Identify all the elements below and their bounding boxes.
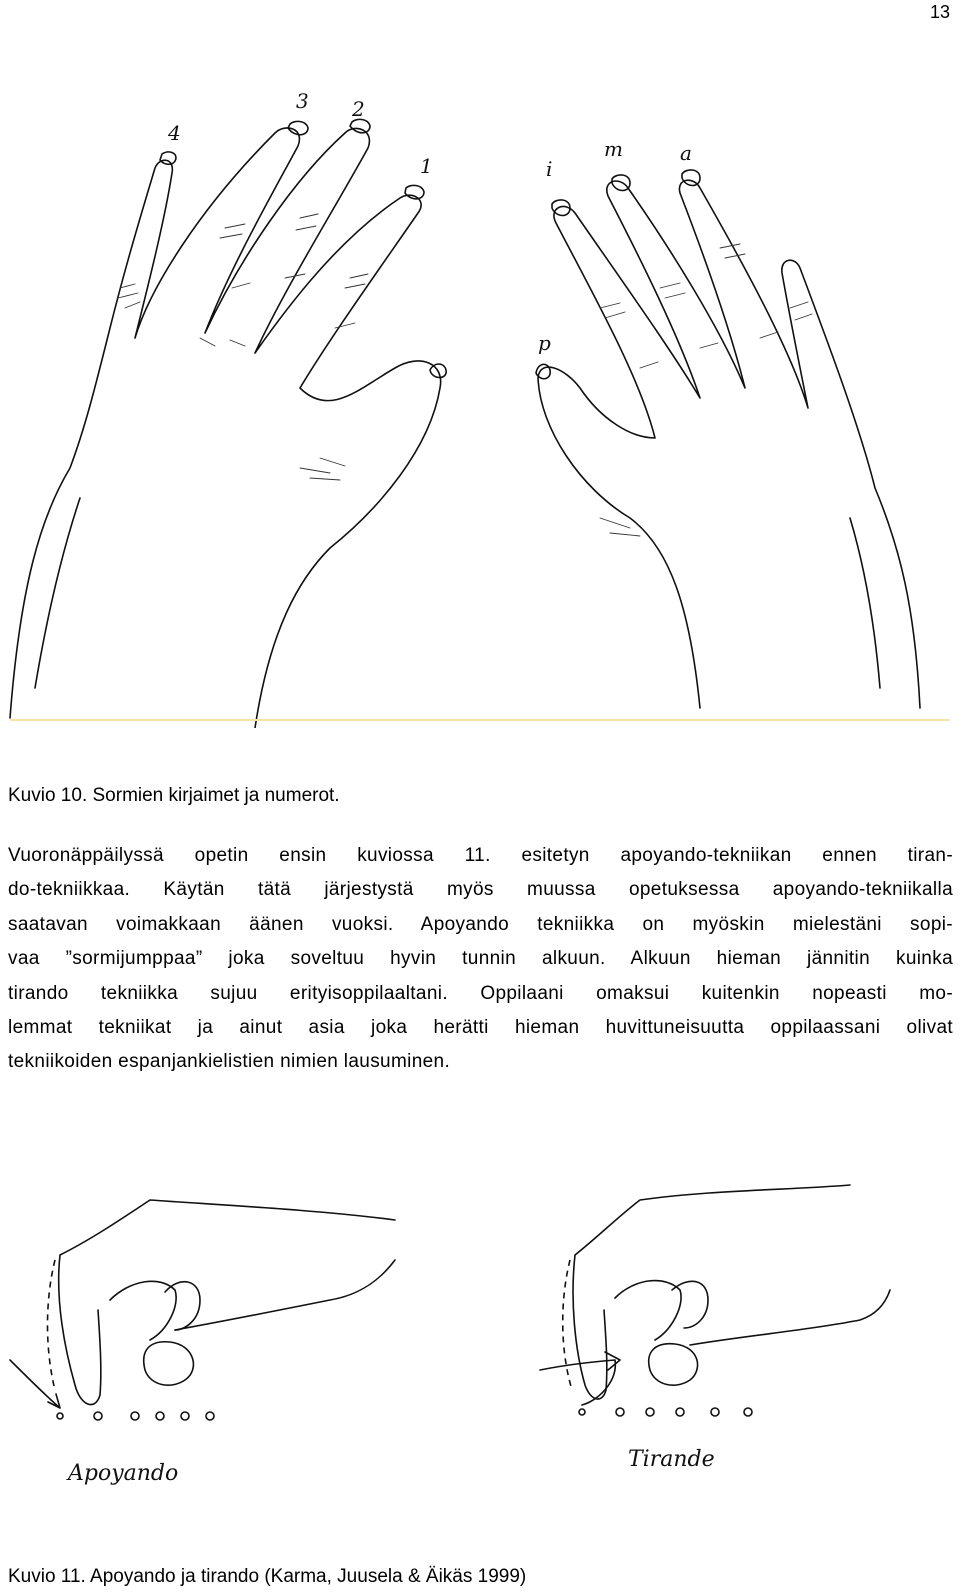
- left-hand-sketch: [10, 89, 446, 728]
- page-number: 13: [929, 2, 950, 22]
- finger-label-3: 3: [296, 89, 309, 113]
- apoyando-label: Apoyando: [68, 1461, 179, 1486]
- tirando-label: Tirande: [628, 1447, 715, 1472]
- finger-label-p: p: [538, 331, 551, 355]
- paragraph-line: do-tekniikkaa. Käytän tätä järjestystä myös muussa opetuksessa apoyando-tekniikalla: [8, 879, 953, 901]
- figure-10-caption: Kuvio 10. Sormien kirjaimet ja numerot.: [8, 785, 340, 806]
- finger-label-4: 4: [168, 121, 181, 145]
- finger-label-i: i: [546, 157, 553, 181]
- paragraph-line: tekniikoiden espanjankielistien nimien lausuminen.: [8, 1051, 451, 1073]
- tirando-hand-sketch: [540, 1185, 890, 1472]
- paragraph-line: tirando tekniikka sujuu erityisoppilaaltani. Oppilaani omaksui kuitenkin nopeasti mo-: [8, 982, 953, 1004]
- paragraph-line: saatavan voimakkaan äänen vuoksi. Apoyando tekniikka on myöskin mielestäni sopi-: [8, 913, 953, 935]
- apoyando-hand-sketch: [10, 1200, 395, 1486]
- paragraph-line: vaa ”sormijumppaa” joka soveltuu hyvin tunnin alkuun. Alkuun hieman jännitin kuinka: [8, 948, 953, 970]
- body-paragraph: [8, 839, 953, 1080]
- finger-label-2: 2: [352, 97, 365, 121]
- figure-technique-drawing: [0, 1180, 960, 1560]
- paragraph-line: Vuoronäppäilyssä opetin ensin kuviossa 11. esitetyn apoyando-tekniikan ennen tiran-: [8, 845, 953, 866]
- figure-hands-drawing: [0, 88, 960, 728]
- paragraph-line: lemmat tekniikat ja ainut asia joka herätti hieman huvittuneisuutta oppilaassani olivat: [8, 1017, 953, 1039]
- finger-label-m: m: [604, 137, 623, 161]
- figure-11-caption: Kuvio 11. Apoyando ja tirando (Karma, Juusela & Äikäs 1999): [8, 1566, 527, 1587]
- right-hand-sketch: [536, 137, 920, 708]
- finger-label-1: 1: [420, 154, 433, 178]
- finger-label-a: a: [680, 141, 692, 165]
